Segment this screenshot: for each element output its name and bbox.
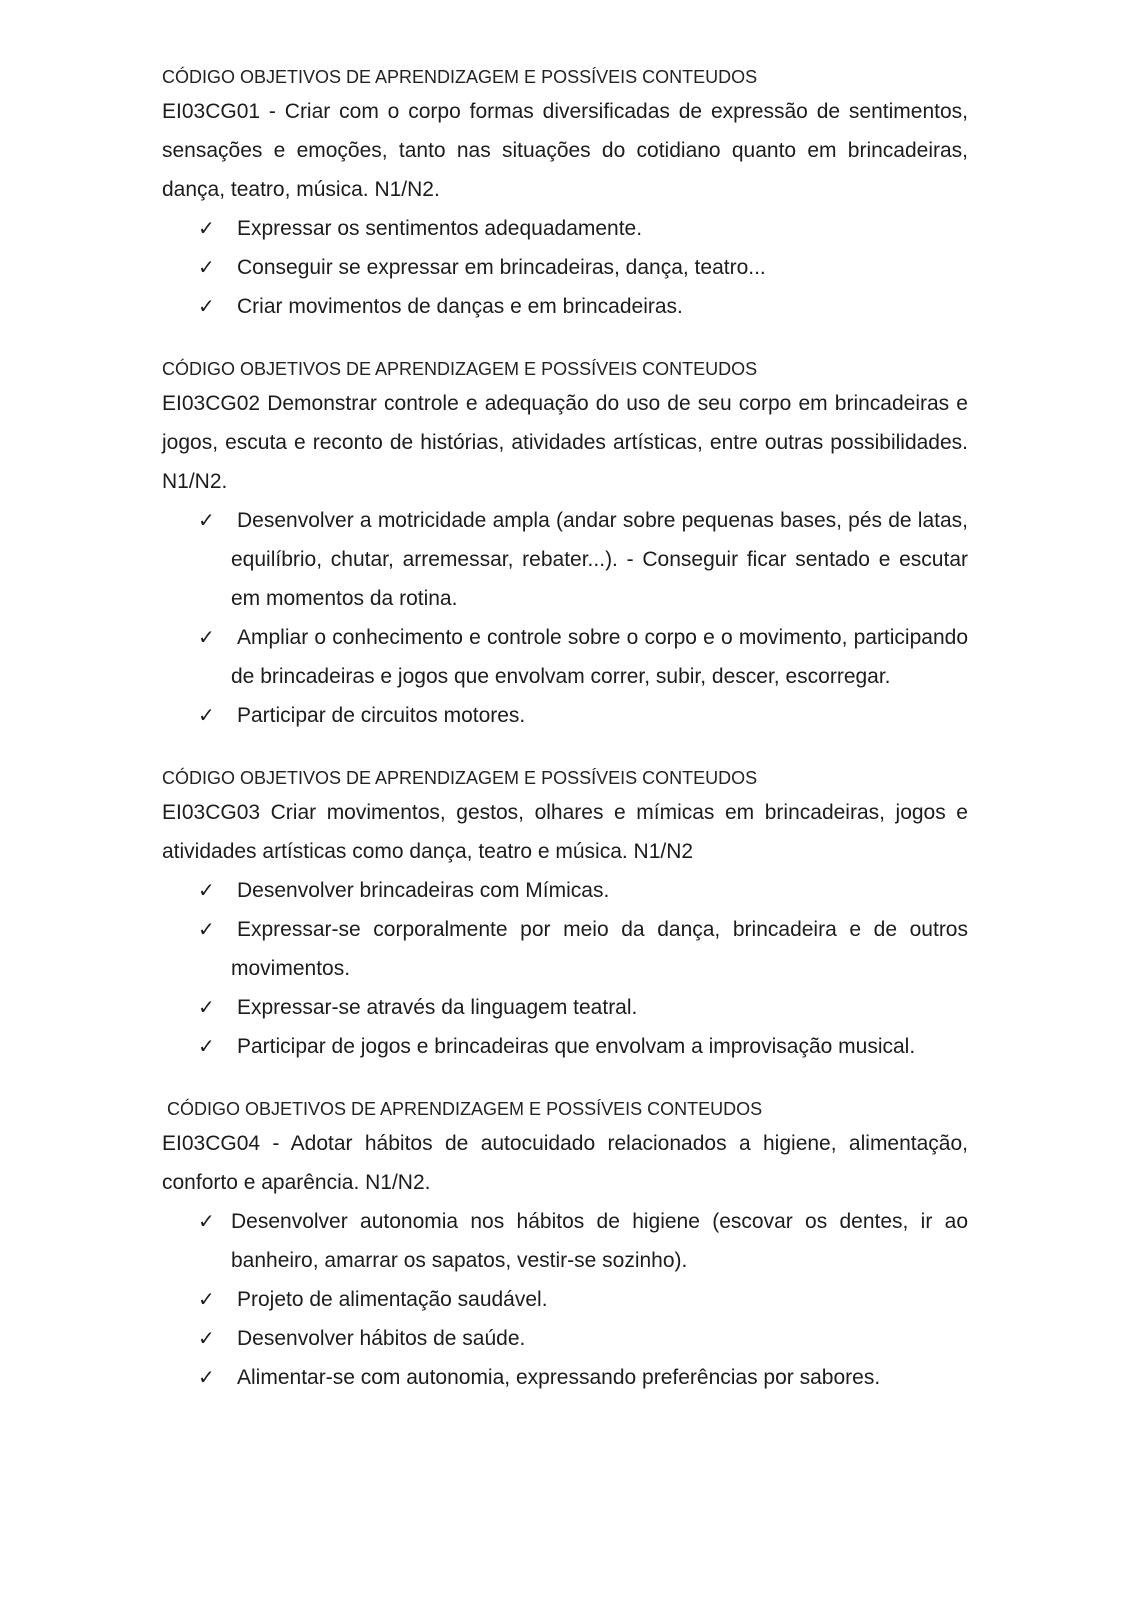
section-ei03cg02 [162,356,968,735]
checkmark-icon: ✓ [198,508,215,532]
section-header: CÓDIGO OBJETIVOS DE APRENDIZAGEM E POSSÍVEIS CONTEUDOS [167,1099,763,1119]
checkmark-icon: ✓ [198,216,215,240]
list-item: ✓ Desenvolver brincadeiras com Mímicas. [198,871,968,910]
checkmark-icon: ✓ [198,703,215,727]
checkmark-icon: ✓ [198,625,215,649]
checkmark-icon: ✓ [198,294,215,318]
content-list [162,209,968,326]
list-item: ✓ Desenvolver hábitos de saúde. [198,1319,968,1358]
list-item: ✓ Conseguir se expressar em brincadeiras, dança, teatro... [198,248,968,287]
section-header: CÓDIGO OBJETIVOS DE APRENDIZAGEM E POSSÍVEIS CONTEUDOS [162,768,758,788]
checkmark-icon: ✓ [198,1365,215,1389]
list-item: ✓ Alimentar-se com autonomia, expressando preferências por sabores. [198,1358,968,1397]
list-item: ✓ Expressar-se através da linguagem teatral. [198,988,968,1027]
list-item: ✓ Criar movimentos de danças e em brincadeiras. [198,287,968,326]
list-item: ✓ Projeto de alimentação saudável. [198,1280,968,1319]
checkmark-icon: ✓ [198,1287,215,1311]
section-ei03cg04 [162,1096,968,1397]
content-list [162,1202,968,1397]
checkmark-icon: ✓ [198,1209,215,1233]
section-header: CÓDIGO OBJETIVOS DE APRENDIZAGEM E POSSÍVEIS CONTEUDOS [162,67,758,87]
content-list [162,871,968,1066]
objective-text: EI03CG03 Criar movimentos, gestos, olhares e mímicas em brincadeiras, jogos e atividades artísticas como dança, teatro e música. N1/N2 [162,801,968,863]
list-item: ✓ Ampliar o conhecimento e controle sobre o corpo e o movimento, participando de brincadeiras e jogos que envolvam correr, subir, descer, escorregar. [198,618,968,696]
objective-text: EI03CG04 - Adotar hábitos de autocuidado relacionados a higiene, alimentação, conforto e aparência. N1/N2. [162,1132,968,1194]
list-item: ✓ Desenvolver a motricidade ampla (andar sobre pequenas bases, pés de latas, equilíbrio, chutar, arremessar, rebater...). - Conseguir ficar sentado e escutar em momentos da rotina. [198,501,968,618]
list-item: ✓ Participar de jogos e brincadeiras que envolvam a improvisação musical. [198,1027,968,1066]
section-ei03cg01 [162,64,968,326]
section-header: CÓDIGO OBJETIVOS DE APRENDIZAGEM E POSSÍVEIS CONTEUDOS [162,359,758,379]
objective-text: EI03CG02 Demonstrar controle e adequação do uso de seu corpo em brincadeiras e jogos, escuta e reconto de histórias, atividades artísticas, entre outras possibilidades. N1/N2. [162,392,968,493]
section-ei03cg03 [162,765,968,1066]
checkmark-icon: ✓ [198,917,215,941]
checkmark-icon: ✓ [198,1326,215,1350]
content-list [162,501,968,735]
checkmark-icon: ✓ [198,255,215,279]
list-item: ✓ Expressar os sentimentos adequadamente. [198,209,968,248]
list-item: ✓ Participar de circuitos motores. [198,696,968,735]
checkmark-icon: ✓ [198,1034,215,1058]
list-item: ✓ Desenvolver autonomia nos hábitos de higiene (escovar os dentes, ir ao banheiro, amarrar os sapatos, vestir-se sozinho). [198,1202,968,1280]
checkmark-icon: ✓ [198,878,215,902]
objective-text: EI03CG01 - Criar com o corpo formas diversificadas de expressão de sentimentos, sensações e emoções, tanto nas situações do cotidiano quanto em brincadeiras, dança, teatro, música. N1/N2. [162,100,968,201]
checkmark-icon: ✓ [198,995,215,1019]
list-item: ✓ Expressar-se corporalmente por meio da dança, brincadeira e de outros movimentos. [198,910,968,988]
